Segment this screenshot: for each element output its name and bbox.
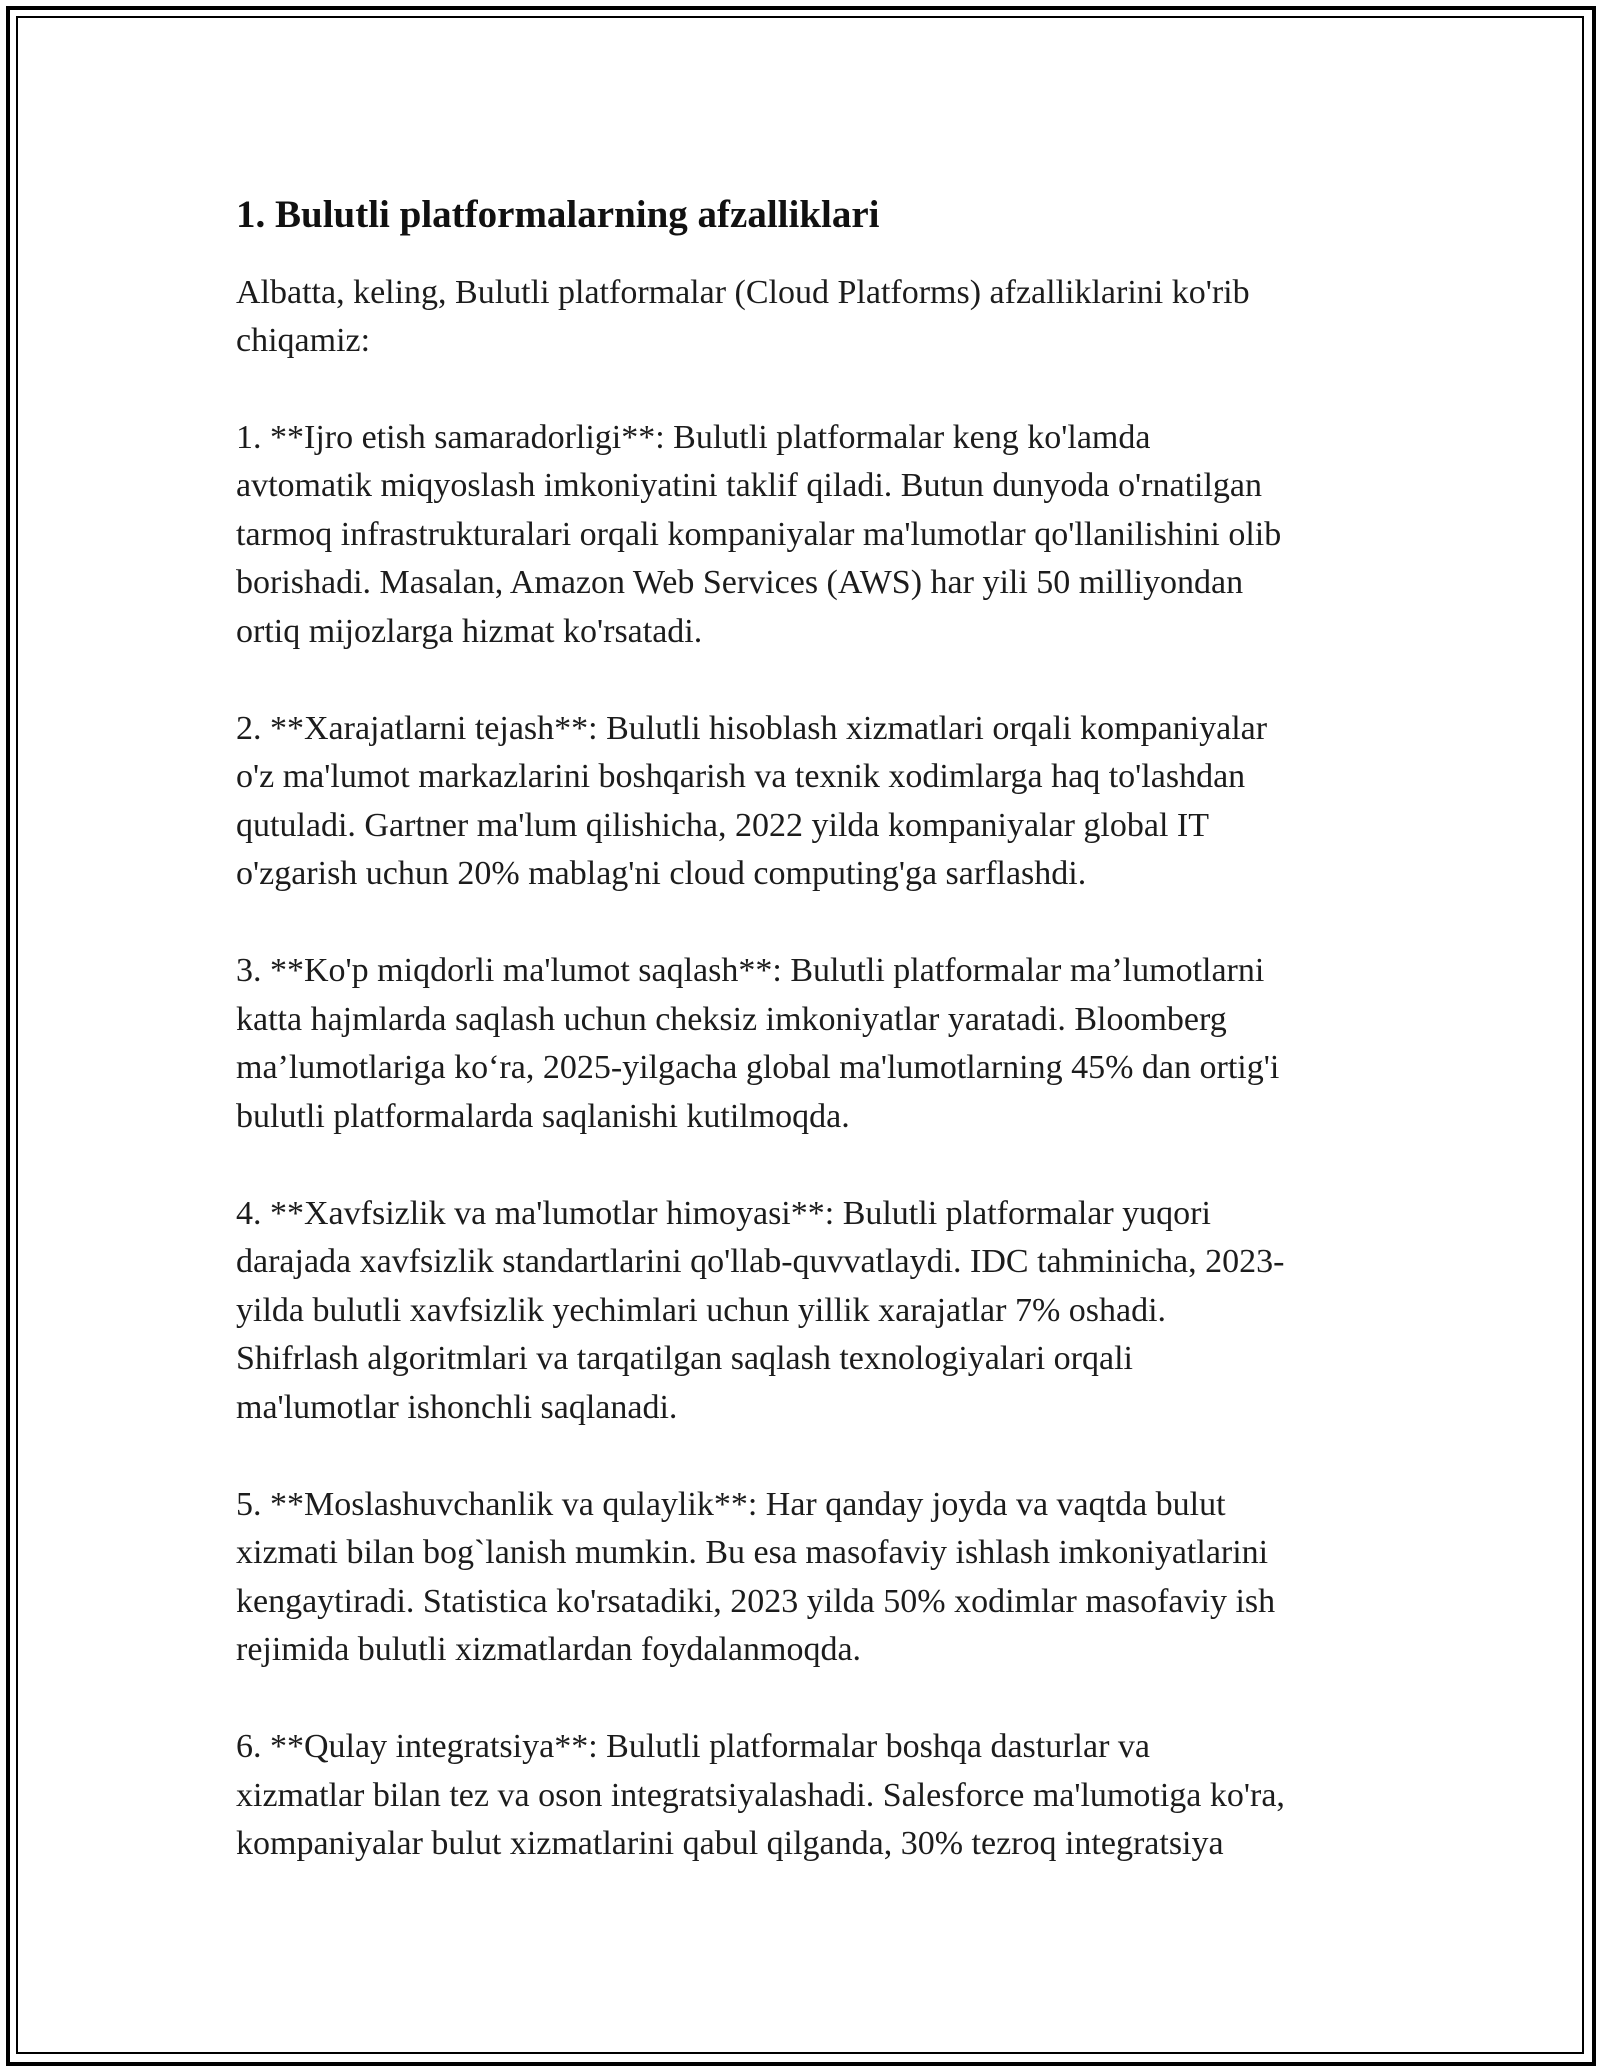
document-page (236, 180, 1376, 1917)
text-line: 5. **Moslashuvchanlik va qulaylik**: Har qanday joyda va vaqtda bulut (236, 1485, 1226, 1523)
list-item-5 (236, 1481, 1376, 1675)
text-line: ma'lumotlar ishonchli saqlanadi. (236, 1388, 678, 1426)
document-title: 1. Bulutli platformalarning afzalliklari (236, 193, 880, 236)
text-line: kengaytiradi. Statistica ko'rsatadiki, 2023 yilda 50% xodimlar masofaviy ish (236, 1582, 1276, 1620)
text-line: Shifrlash algoritmlari va tarqatilgan saqlash texnologiyalari orqali (236, 1340, 1133, 1378)
text-line: yilda bulutli xavfsizlik yechimlari uchun yillik xarajatlar 7% oshadi. (236, 1291, 1167, 1329)
text-line: 4. **Xavfsizlik va ma'lumotlar himoyasi**: Bulutli platformalar yuqori (236, 1194, 1211, 1232)
text-line: tarmoq infrastrukturalari orqali kompaniyalar ma'lumotlar qo'llanilishini olib (236, 515, 1282, 553)
text-line: avtomatik miqyoslash imkoniyatini taklif qiladi. Butun dunyoda o'rnatilgan (236, 467, 1262, 505)
list-item-6 (236, 1723, 1376, 1869)
text-line: kompaniyalar bulut xizmatlarini qabul qilganda, 30% tezroq integratsiya (236, 1825, 1224, 1863)
text-line: 2. **Xarajatlarni tejash**: Bulutli hisoblash xizmatlari orqali kompaniyalar (236, 709, 1268, 747)
text-line: ma’lumotlariga ko‘ra, 2025-yilgacha global ma'lumotlarning 45% dan ortig'i (236, 1049, 1280, 1087)
list-item-4 (236, 1190, 1376, 1433)
text-line: 1. **Ijro etish samaradorligi**: Bulutli platformalar keng ko'lamda (236, 418, 1151, 456)
text-line: 6. **Qulay integratsiya**: Bulutli platformalar boshqa dasturlar va (236, 1728, 1150, 1766)
text-line: xizmati bilan bog`lanish mumkin. Bu esa masofaviy ishlash imkoniyatlarini (236, 1534, 1269, 1572)
text-line: o'zgarish uchun 20% mablag'ni cloud computing'ga sarflashdi. (236, 855, 1087, 893)
text-line: o'z ma'lumot markazlarini boshqarish va texnik xodimlarga haq to'lashdan (236, 758, 1246, 796)
text-line: rejimida bulutli xizmatlardan foydalanmoqda. (236, 1631, 862, 1669)
text-line: ortiq mijozlarga hizmat ko'rsatadi. (236, 612, 703, 650)
text-line: qutuladi. Gartner ma'lum qilishicha, 2022 yilda kompaniyalar global IT (236, 806, 1210, 844)
intro-paragraph (236, 269, 1376, 366)
text-line: borishadi. Masalan, Amazon Web Services (AWS) har yili 50 milliyondan (236, 564, 1244, 602)
list-item-1 (236, 414, 1376, 657)
text-line: katta hajmlarda saqlash uchun cheksiz imkoniyatlar yaratadi. Bloomberg (236, 1000, 1227, 1038)
list-item-3 (236, 947, 1376, 1141)
intro-line: Albatta, keling, Bulutli platformalar (Cloud Platforms) afzalliklarini ko'rib (236, 273, 1250, 311)
text-line: darajada xavfsizlik standartlarini qo'llab-quvvatlaydi. IDC tahminicha, 2023- (236, 1243, 1285, 1281)
text-line: 3. **Ko'p miqdorli ma'lumot saqlash**: Bulutli platformalar ma’lumotlarni (236, 952, 1265, 990)
text-line: bulutli platformalarda saqlanishi kutilmoqda. (236, 1097, 850, 1135)
list-item-2 (236, 705, 1376, 899)
intro-line: chiqamiz: (236, 322, 371, 360)
text-line: xizmatlar bilan tez va oson integratsiyalashadi. Salesforce ma'lumotiga ko'ra, (236, 1776, 1285, 1814)
